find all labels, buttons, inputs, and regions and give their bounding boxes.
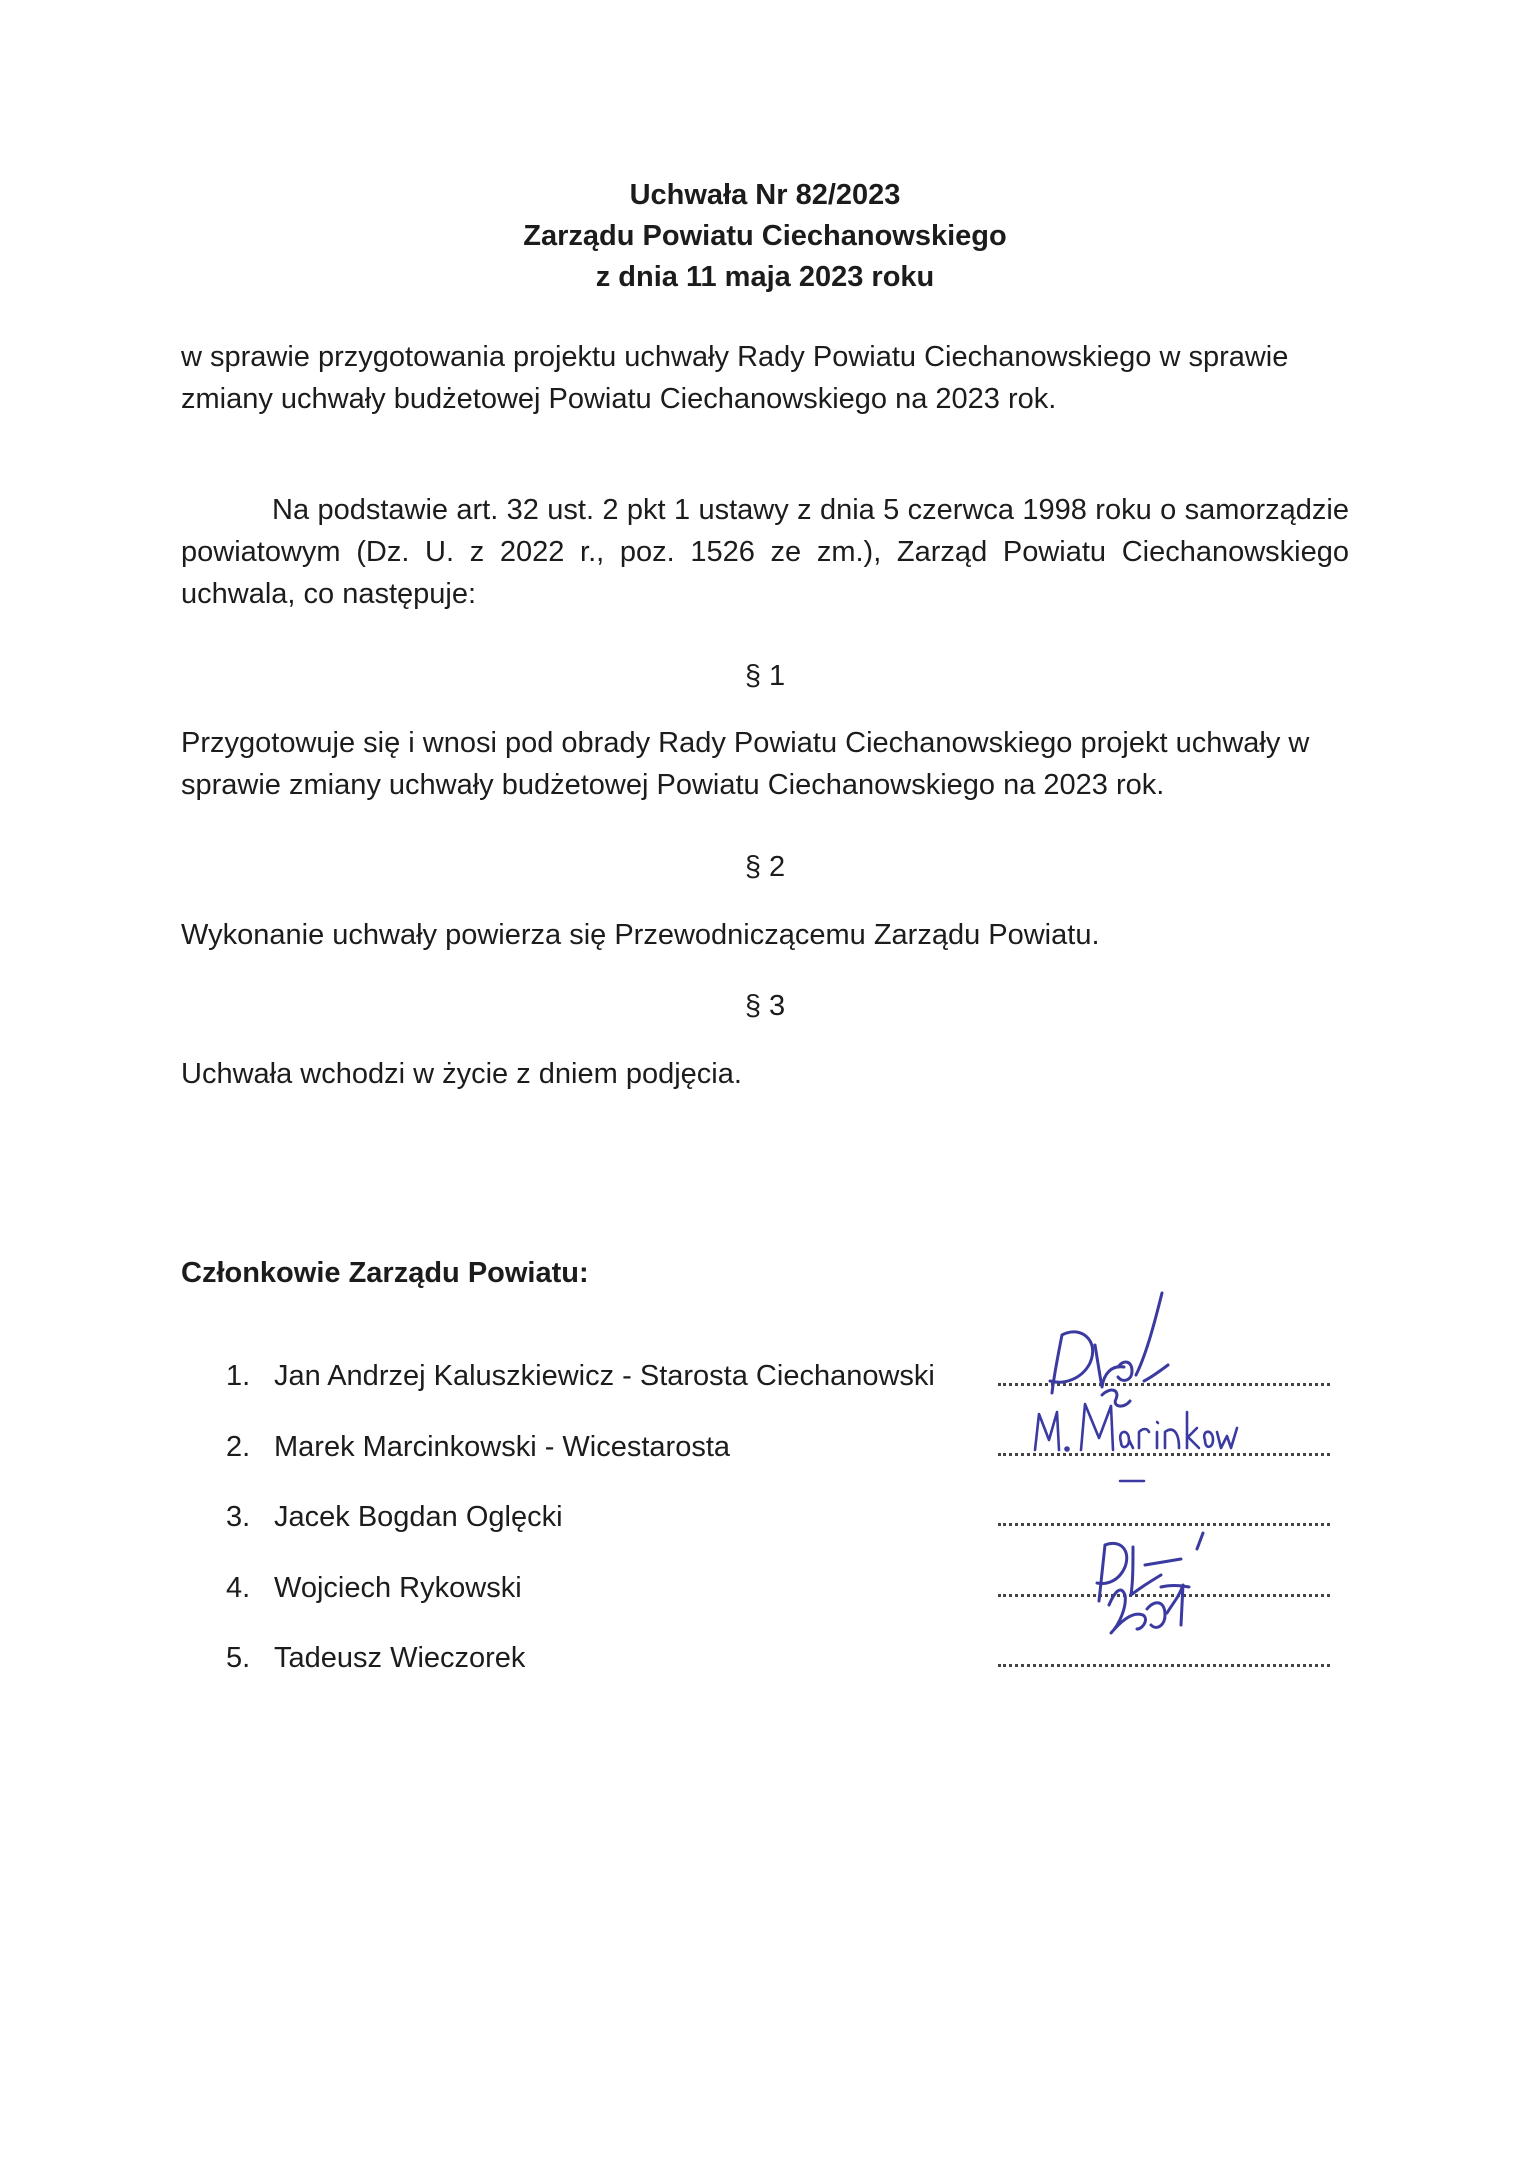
paragraph-2-mark: § 2: [744, 851, 786, 883]
member-4: [226, 1567, 935, 1638]
signature-member-2: [1025, 1392, 1245, 1462]
member-number: 4.: [226, 1571, 251, 1604]
member-number: 5.: [226, 1642, 251, 1674]
signature-line-3: [998, 1523, 1330, 1526]
member-name: Tadeusz Wieczorek: [274, 1642, 526, 1674]
legal-basis: Na podstawie art. 32 ust. 2 pkt 1 ustawy z dnia 5 czerwca 1998 roku o samorządzie powiatowym (Dz. U. z 2022 r., poz. 1526 ze zm.), Zarząd Powiatu Ciechanowskiego uchwala, co następuje:: [181, 494, 1349, 610]
signature-member-4: [1085, 1525, 1225, 1645]
member-number: 2.: [226, 1430, 251, 1463]
paragraph-3-text: Uchwała wchodzi w życie z dniem podjęcia.: [181, 1058, 742, 1090]
signature-member-1: [1040, 1285, 1190, 1415]
signature-line-5: [998, 1664, 1330, 1667]
issuing-body: Zarządu Powiatu Ciechanowskiego: [523, 220, 1007, 252]
member-1: [226, 1355, 935, 1426]
member-2: [226, 1426, 935, 1497]
member-number: 1.: [226, 1360, 251, 1392]
resolution-date: z dnia 11 maja 2023 roku: [595, 261, 935, 293]
member-name: Jan Andrzej Kaluszkiewicz - Starosta Ciechanowski: [274, 1360, 935, 1392]
member-name: Wojciech Rykowski: [274, 1571, 522, 1604]
paragraph-2-text: Wykonanie uchwały powierza się Przewodniczącemu Zarządu Powiatu.: [181, 919, 1100, 951]
paragraph-1-mark: § 1: [744, 660, 786, 692]
members-list: [226, 1355, 935, 1708]
resolution-number: Uchwała Nr 82/2023: [629, 179, 901, 211]
member-3: [226, 1496, 935, 1567]
member-5: [226, 1637, 935, 1708]
member-number: 3.: [226, 1501, 251, 1533]
member-name: Marek Marcinkowski - Wicestarosta: [274, 1430, 731, 1463]
signature-line-4: [998, 1594, 1330, 1597]
resolution-header: [0, 175, 1530, 298]
members-title: Członkowie Zarządu Powiatu:: [181, 1257, 589, 1289]
member-name: Jacek Bogdan Oglęcki: [274, 1501, 563, 1533]
signature-line-2: [998, 1453, 1330, 1456]
signature-line-1: [998, 1383, 1330, 1386]
paragraph-3-mark: § 3: [744, 990, 786, 1022]
signature-mark-3: [1118, 1476, 1148, 1486]
paragraph-1-text: Przygotowuje się i wnosi pod obrady Rady Powiatu Ciechanowskiego projekt uchwały w sprawie zmiany uchwały budżetowej Powiatu Ciechanowskiego na 2023 rok.: [181, 727, 1310, 801]
resolution-subject: w sprawie przygotowania projektu uchwały Rady Powiatu Ciechanowskiego w sprawie zmiany uchwały budżetowej Powiatu Ciechanowskiego na 2023 rok.: [181, 341, 1289, 415]
